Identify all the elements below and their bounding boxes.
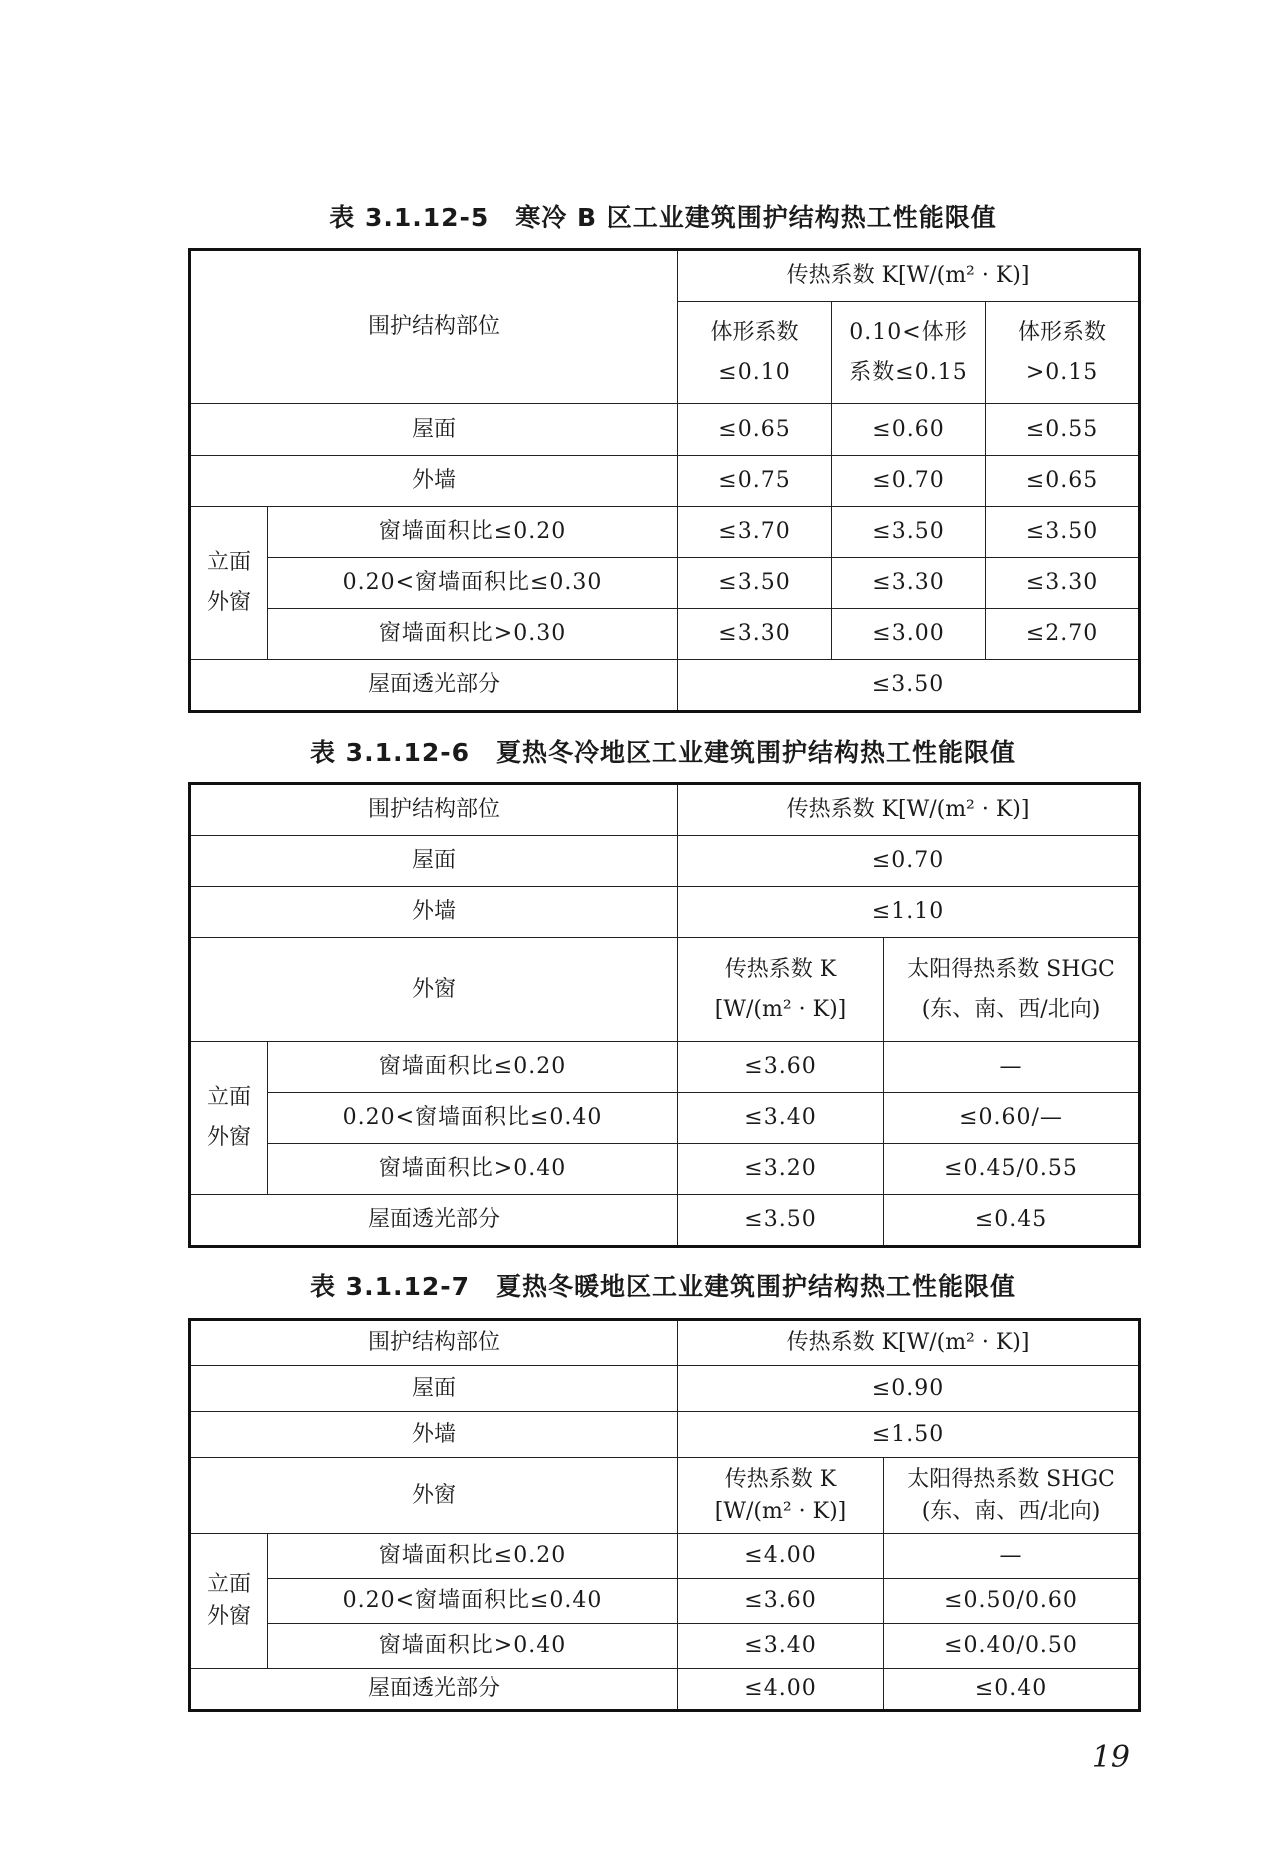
row-label: 屋面透光部分 <box>190 660 678 712</box>
row-label: 0.20<窗墙面积比≤0.40 <box>268 1579 678 1624</box>
table-row <box>190 404 1140 456</box>
row-label: 0.20<窗墙面积比≤0.40 <box>268 1093 678 1144</box>
cell-value: ≤3.30 <box>986 558 1140 609</box>
cell-value: ≤0.60/— <box>884 1093 1140 1144</box>
table-row <box>190 1144 1140 1195</box>
row-label: 屋面透光部分 <box>190 1195 678 1247</box>
cell-value: ≤0.65 <box>986 456 1140 507</box>
table-row <box>190 456 1140 507</box>
table-row <box>190 836 1140 887</box>
cell-value: ≤0.55 <box>986 404 1140 456</box>
table-7-header-k: 传热系数 K[W/(m² · K)] <box>678 1320 1140 1366</box>
cell-value: ≤4.00 <box>678 1669 884 1711</box>
cell-value: ≤0.45 <box>884 1195 1140 1247</box>
cell-value: ≤3.70 <box>678 507 832 558</box>
table-row <box>190 1534 1140 1579</box>
table-5-header-k: 传热系数 K[W/(m² · K)] <box>678 250 1140 302</box>
cell-value: ≤1.10 <box>678 887 1140 938</box>
cell-value: ≤0.75 <box>678 456 832 507</box>
cell-value: ≤0.40 <box>884 1669 1140 1711</box>
table-row <box>190 507 1140 558</box>
cell-value: — <box>884 1534 1140 1579</box>
row-label: 窗墙面积比≤0.20 <box>268 1534 678 1579</box>
table-row <box>190 1042 1140 1093</box>
row-label: 窗墙面积比≤0.20 <box>268 1042 678 1093</box>
row-label: 窗墙面积比>0.30 <box>268 609 678 660</box>
cell-value: ≤0.45/0.55 <box>884 1144 1140 1195</box>
group-label-facade-window: 立面 外窗 <box>190 507 268 660</box>
table-row <box>190 1624 1140 1669</box>
table-row <box>190 1195 1140 1247</box>
row-label: 屋面透光部分 <box>190 1669 678 1711</box>
row-label: 屋面 <box>190 404 678 456</box>
row-label: 0.20<窗墙面积比≤0.30 <box>268 558 678 609</box>
cell-value: ≤3.30 <box>832 558 986 609</box>
row-label: 外窗 <box>190 938 678 1042</box>
cell-value: ≤3.50 <box>986 507 1140 558</box>
cell-value: ≤3.50 <box>832 507 986 558</box>
cell-value: ≤0.70 <box>678 836 1140 887</box>
cell-value: ≤3.50 <box>678 1195 884 1247</box>
table-7 <box>188 1318 1141 1712</box>
table-6-header-k: 传热系数 K[W/(m² · K)] <box>678 784 1140 836</box>
cell-value: ≤1.50 <box>678 1412 1140 1458</box>
table-5-col1-header: 体形系数 ≤0.10 <box>678 302 832 404</box>
k-header: 传热系数 K [W/(m² · K)] <box>678 1458 884 1534</box>
row-label: 窗墙面积比>0.40 <box>268 1144 678 1195</box>
table-5-col3-header: 体形系数 >0.15 <box>986 302 1140 404</box>
shgc-header: 太阳得热系数 SHGC (东、南、西/北向) <box>884 938 1140 1042</box>
cell-value: ≤2.70 <box>986 609 1140 660</box>
cell-value: ≤3.00 <box>832 609 986 660</box>
cell-value: — <box>884 1042 1140 1093</box>
table-row <box>190 1458 1140 1534</box>
table-row <box>190 1669 1140 1711</box>
table-5 <box>188 248 1141 713</box>
shgc-header: 太阳得热系数 SHGC (东、南、西/北向) <box>884 1458 1140 1534</box>
cell-value: ≤3.40 <box>678 1624 884 1669</box>
cell-value: ≤3.50 <box>678 660 1140 712</box>
cell-value: ≤3.40 <box>678 1093 884 1144</box>
cell-value: ≤0.90 <box>678 1366 1140 1412</box>
k-header: 传热系数 K [W/(m² · K)] <box>678 938 884 1042</box>
table-row <box>190 1579 1140 1624</box>
cell-value: ≤0.50/0.60 <box>884 1579 1140 1624</box>
table-row <box>190 609 1140 660</box>
table-6-caption: 表 3.1.12-6 夏热冬冷地区工业建筑围护结构热工性能限值 <box>309 738 1017 767</box>
page-number: 19 <box>1091 1740 1130 1775</box>
row-label: 窗墙面积比≤0.20 <box>268 507 678 558</box>
table-6-header-part: 围护结构部位 <box>190 784 678 836</box>
cell-value: ≤3.60 <box>678 1042 884 1093</box>
row-label: 外墙 <box>190 1412 678 1458</box>
table-5-header-part: 围护结构部位 <box>190 250 678 404</box>
cell-value: ≤3.30 <box>678 609 832 660</box>
row-label: 外墙 <box>190 887 678 938</box>
table-7-header-part: 围护结构部位 <box>190 1320 678 1366</box>
row-label: 屋面 <box>190 836 678 887</box>
cell-value: ≤0.70 <box>832 456 986 507</box>
table-5-col2-header: 0.10<体形 系数≤0.15 <box>832 302 986 404</box>
cell-value: ≤3.20 <box>678 1144 884 1195</box>
table-5-caption: 表 3.1.12-5 寒冷 B 区工业建筑围护结构热工性能限值 <box>329 203 997 232</box>
table-row <box>190 660 1140 712</box>
table-row <box>190 887 1140 938</box>
table-row <box>190 1093 1140 1144</box>
cell-value: ≤0.65 <box>678 404 832 456</box>
cell-value: ≤0.60 <box>832 404 986 456</box>
group-label-facade-window: 立面 外窗 <box>190 1042 268 1195</box>
table-row <box>190 558 1140 609</box>
table-row <box>190 1412 1140 1458</box>
table-row <box>190 1366 1140 1412</box>
table-7-caption: 表 3.1.12-7 夏热冬暖地区工业建筑围护结构热工性能限值 <box>309 1272 1017 1301</box>
cell-value: ≤0.40/0.50 <box>884 1624 1140 1669</box>
row-label: 外墙 <box>190 456 678 507</box>
table-6 <box>188 782 1141 1248</box>
cell-value: ≤3.50 <box>678 558 832 609</box>
cell-value: ≤3.60 <box>678 1579 884 1624</box>
row-label: 外窗 <box>190 1458 678 1534</box>
cell-value: ≤4.00 <box>678 1534 884 1579</box>
table-row <box>190 938 1140 1042</box>
group-label-facade-window: 立面 外窗 <box>190 1534 268 1669</box>
row-label: 窗墙面积比>0.40 <box>268 1624 678 1669</box>
row-label: 屋面 <box>190 1366 678 1412</box>
